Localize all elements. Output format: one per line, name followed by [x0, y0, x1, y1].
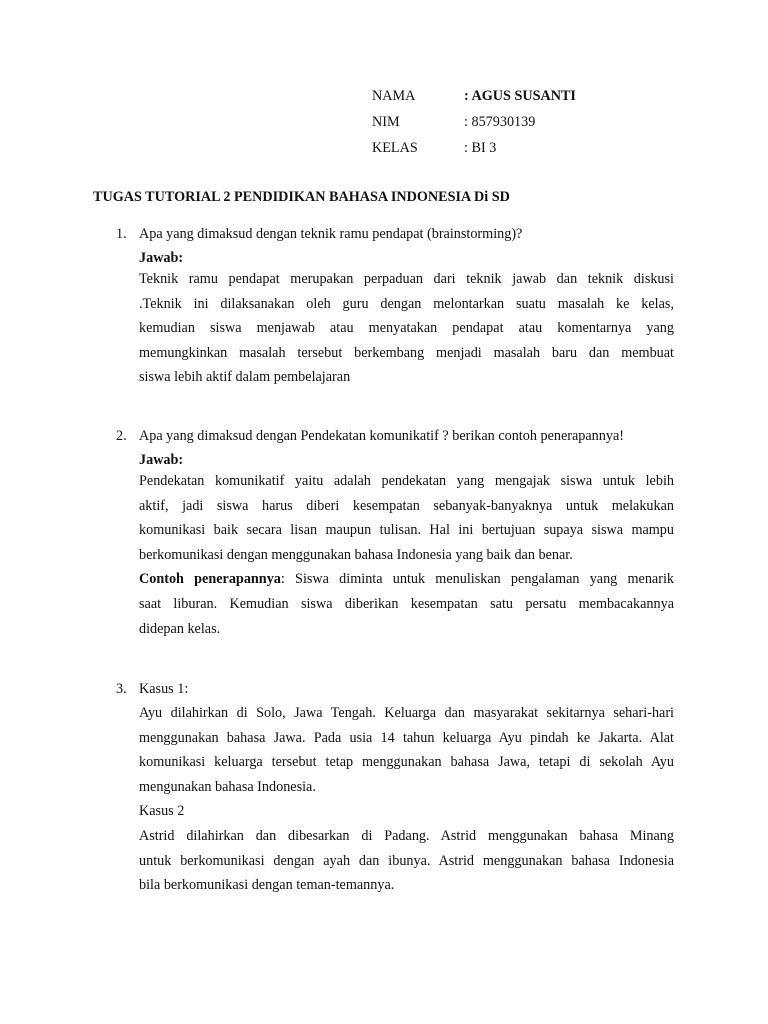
- example-first-line-text: : Siswa diminta untuk menuliskan pengalaman yang menarik: [280, 571, 674, 588]
- case-1-line: Ayu dilahirkan di Solo, Jawa Tengah. Keluarga dan masyarakat sekitarnya sehari-hari: [139, 705, 674, 721]
- example-label: Contoh penerapannya: [139, 571, 281, 588]
- question-2-head: [116, 427, 674, 445]
- question-2-text: Apa yang dimaksud dengan Pendekatan komunikatif ? berikan contoh penerapannya!: [139, 428, 624, 444]
- case-1-line: menggunakan bahasa Jawa. Pada usia 14 tahun keluarga Ayu pindah ke Jakarta. Alat: [139, 729, 674, 746]
- question-3-number: 3.: [116, 681, 127, 697]
- name-row: [372, 87, 576, 113]
- answer-2-line: berkomunikasi dengan menggunakan bahasa Indonesia yang baik dan benar.: [139, 546, 573, 563]
- question-3-head: [116, 680, 674, 698]
- question-2: [116, 427, 674, 641]
- nim-row: [372, 113, 576, 139]
- case-1-line: mengunakan bahasa Indonesia.: [139, 778, 316, 795]
- kelas-label: KELAS: [372, 140, 418, 156]
- document-title: TUGAS TUTORIAL 2 PENDIDIKAN BAHASA INDONESIA Di SD: [93, 189, 510, 205]
- kelas-row: [372, 139, 576, 165]
- answer-1-line: .Teknik ini dilaksanakan oleh guru dengan melontarkan suatu masalah ke kelas,: [139, 295, 674, 312]
- example-first-line: [139, 567, 674, 592]
- answer-1-line: kemudian siswa menjawab atau menyatakan pendapat atau komentarnya yang: [139, 320, 674, 337]
- example-line: didepan kelas.: [139, 620, 221, 637]
- name-label: NAMA: [372, 88, 416, 104]
- answer-2-line: Pendekatan komunikatif yaitu adalah pendekatan yang mengajak siswa untuk lebih: [139, 473, 674, 489]
- answer-2-line: aktif, jadi siswa harus diberi kesempatan sebanyak-banyaknya untuk melakukan: [139, 497, 674, 514]
- case-1-line: komunikasi keluarga tersebut tetap menggunakan bahasa Jawa, tetapi di sekolah Ayu: [139, 754, 674, 771]
- nim-value: : 857930139: [464, 114, 536, 130]
- answer-1-line: siswa lebih aktif dalam pembelajaran: [139, 369, 351, 386]
- question-1-number: 1.: [116, 226, 127, 242]
- case-2-label: Kasus 2: [139, 803, 185, 820]
- case-2-line: bila berkomunikasi dengan teman-temannya.: [139, 877, 395, 894]
- example-line: saat liburan. Kemudian siswa diberikan kesempatan satu persatu membacakannya: [139, 595, 674, 612]
- question-1-head: [116, 225, 674, 243]
- question-1: [116, 225, 674, 390]
- answer-1-line: Teknik ramu pendapat merupakan perpaduan dari teknik jawab dan teknik diskusi: [139, 271, 674, 287]
- case-2-line: Astrid dilahirkan dan dibesarkan di Padang. Astrid menggunakan bahasa Minang: [139, 827, 674, 844]
- answer-1-line: memungkinkan masalah tersebut berkembang menjadi masalah baru dan membuat: [139, 344, 674, 361]
- name-value: : AGUS SUSANTI: [464, 88, 576, 104]
- answer-1-label: Jawab:: [139, 250, 184, 266]
- case-2-line: untuk berkomunikasi dengan ayah dan ibunya. Astrid menggunakan bahasa Indonesia: [139, 852, 674, 869]
- question-3: [116, 680, 674, 898]
- question-1-text: Apa yang dimaksud dengan teknik ramu pendapat (brainstorming)?: [139, 226, 523, 242]
- case-1-label: Kasus 1:: [139, 681, 189, 697]
- answer-2-line: komunikasi baik secara lisan maupun tulisan. Hal ini bertujuan supaya siswa mampu: [139, 522, 674, 539]
- question-2-number: 2.: [116, 428, 127, 444]
- answer-1: [139, 249, 674, 390]
- case-texts: [139, 701, 674, 898]
- kelas-value: : BI 3: [464, 140, 497, 156]
- student-identity: [372, 87, 576, 165]
- nim-label: NIM: [372, 114, 400, 130]
- answer-2: [139, 451, 674, 641]
- answer-2-label: Jawab:: [139, 452, 184, 468]
